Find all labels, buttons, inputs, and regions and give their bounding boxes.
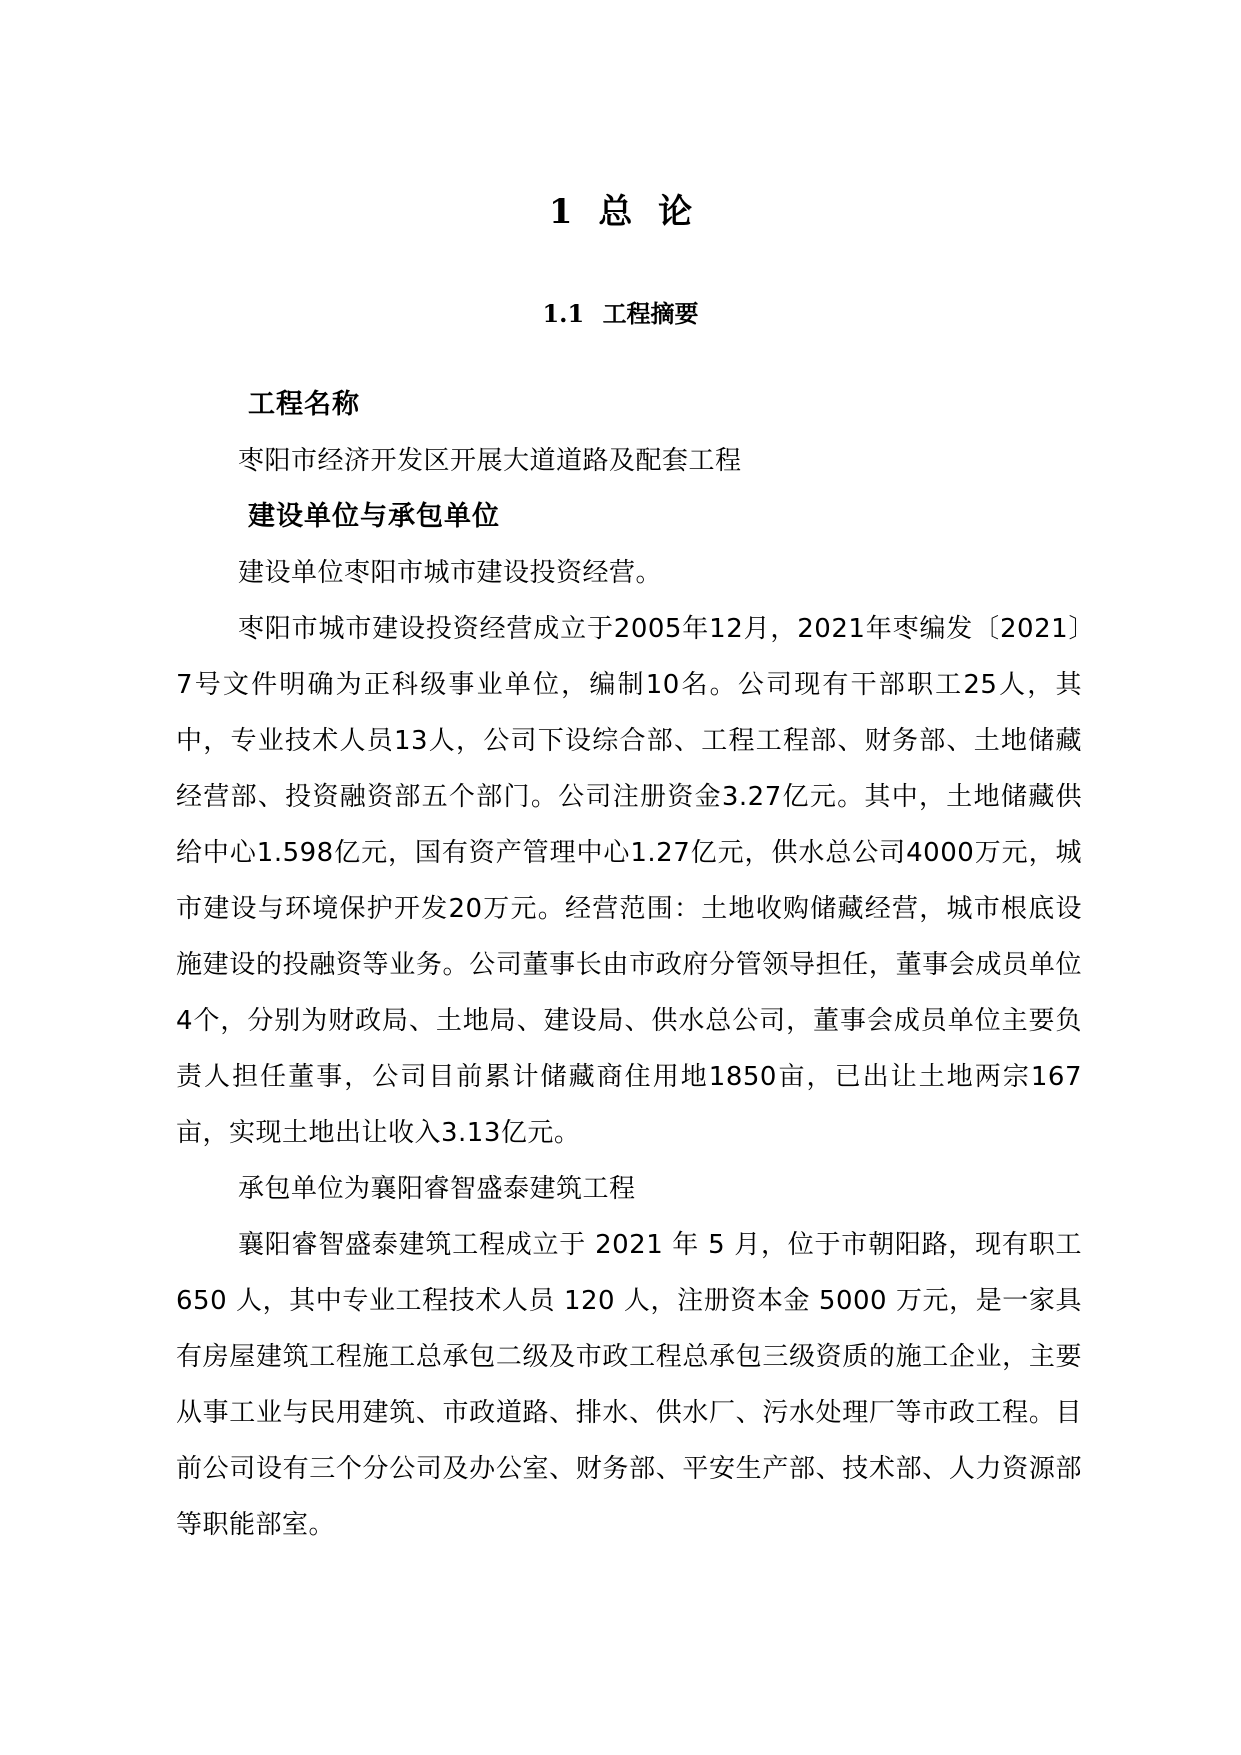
- chapter-title-text: 总 论: [598, 192, 693, 232]
- units-heading: 建设单位与承包单位: [248, 501, 500, 532]
- chapter-number: 1: [548, 192, 573, 232]
- section-title: [0, 296, 1241, 332]
- section-number: 1.1: [542, 299, 585, 328]
- contractor-intro-paragraph: 承包单位为襄阳睿智盛泰建筑工程: [238, 1174, 636, 1204]
- chapter-title: [0, 188, 1241, 236]
- owner-detail-paragraph: 枣阳市城市建设投资经营成立于2005年12月，2021年枣编发〔2021〕7号文件明确为正科级事业单位，编制10名。公司现有干部职工25人，其中，专业技术人员13人，公司下设综合部、工程工程部、财务部、土地储藏经营部、投资融资部五个部门。公司注册资金3.27亿元。其中，土地储藏供给中心1.598亿元，国有资产管理中心1.27亿元，供水总公司4000万元，城市建设与环境保护开发20万元。经营范围：土地收购储藏经营，城市根底设施建设的投融资等业务。公司董事长由市政府分管领导担任，董事会成员单位4个，分别为财政局、土地局、建设局、供水总公司，董事会成员单位主要负责人担任董事，公司目前累计储藏商住用地1850亩，已出让土地两宗167亩，实现土地出让收入3.13亿元。: [176, 614, 1082, 1148]
- section-title-text: 工程摘要: [602, 299, 699, 328]
- project-name-heading: 工程名称: [248, 389, 360, 420]
- body-content: [176, 377, 1082, 1553]
- contractor-detail-paragraph: 襄阳睿智盛泰建筑工程成立于 2021 年 5 月，位于市朝阳路，现有职工 650 人，其中专业工程技术人员 120 人，注册资本金 5000 万元，是一家具有房屋建筑工程施工总承包二级及市政工程总承包三级资质的施工企业，主要从事工业与民用建筑、市政道路、排水、供水厂、污水处理厂等市政工程。目前公司设有三个分公司及办公室、财务部、平安生产部、技术部、人力资源部等职能部室。: [176, 1230, 1082, 1540]
- project-name-paragraph: 枣阳市经济开发区开展大道道路及配套工程: [238, 446, 742, 476]
- owner-intro-paragraph: 建设单位枣阳市城市建设投资经营。: [238, 558, 663, 588]
